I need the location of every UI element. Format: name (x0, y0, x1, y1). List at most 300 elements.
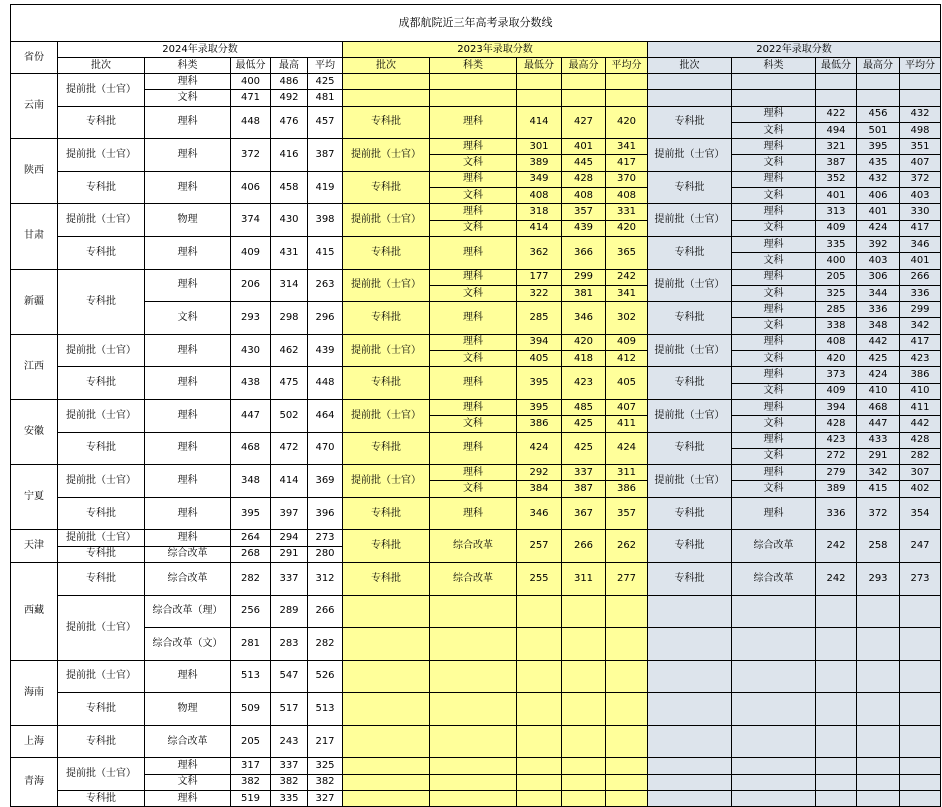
table-cell (343, 693, 430, 726)
table-cell: 理科 (732, 269, 816, 285)
table-cell: 理科 (732, 432, 816, 448)
table-cell: 提前批（士官） (58, 595, 145, 660)
table-cell: 242 (606, 269, 648, 285)
table-cell: 205 (816, 269, 857, 285)
table-cell: 理科 (145, 497, 231, 530)
table-cell (648, 74, 732, 90)
table-cell (816, 90, 857, 106)
table-cell: 专科批 (648, 106, 732, 139)
header-2022-min: 最低分 (816, 58, 857, 74)
table-cell: 481 (308, 90, 343, 106)
table-cell (562, 774, 606, 790)
table-cell: 447 (231, 399, 271, 432)
table-cell: 专科批 (343, 106, 430, 139)
table-cell: 419 (308, 171, 343, 204)
table-cell: 448 (308, 367, 343, 400)
table-cell: 408 (517, 188, 562, 204)
table-cell: 409 (816, 383, 857, 399)
header-2023: 2023年录取分数 (343, 42, 648, 58)
table-cell (648, 725, 732, 758)
table-cell (430, 693, 517, 726)
table-cell: 424 (606, 432, 648, 465)
table-cell: 335 (271, 791, 308, 807)
table-cell (857, 90, 900, 106)
table-cell: 402 (900, 481, 941, 497)
table-cell: 提前批（士官） (58, 74, 145, 107)
table-row (11, 171, 941, 187)
table-row (11, 367, 941, 383)
table-cell: 458 (271, 171, 308, 204)
table-cell: 专科批 (343, 562, 430, 595)
table-cell: 专科批 (343, 530, 430, 563)
table-cell: 专科批 (343, 302, 430, 335)
table-cell: 428 (562, 171, 606, 187)
table-cell: 395 (857, 139, 900, 155)
table-cell: 395 (517, 399, 562, 415)
table-cell (606, 74, 648, 90)
table-cell (606, 595, 648, 628)
table-cell: 398 (308, 204, 343, 237)
table-cell: 文科 (430, 351, 517, 367)
table-cell (900, 660, 941, 693)
table-cell: 386 (900, 367, 941, 383)
table-cell: 422 (816, 106, 857, 122)
table-cell: 372 (900, 171, 941, 187)
table-cell: 403 (900, 188, 941, 204)
table-cell (648, 628, 732, 661)
table-cell: 321 (816, 139, 857, 155)
table-cell: 387 (816, 155, 857, 171)
table-cell: 专科批 (343, 497, 430, 530)
table-cell (430, 74, 517, 90)
table-cell (648, 693, 732, 726)
table-cell: 综合改革 (430, 530, 517, 563)
table-cell: 386 (517, 416, 562, 432)
table-cell (606, 660, 648, 693)
table-cell: 理科 (145, 791, 231, 807)
table-cell: 346 (562, 302, 606, 335)
table-cell: 279 (816, 465, 857, 481)
table-cell: 447 (857, 416, 900, 432)
table-cell: 411 (900, 399, 941, 415)
table-cell: 462 (271, 334, 308, 367)
table-cell (857, 774, 900, 790)
table-cell: 理科 (732, 399, 816, 415)
table-cell: 373 (816, 367, 857, 383)
table-cell: 理科 (732, 497, 816, 530)
table-cell: 258 (857, 530, 900, 563)
province-cell: 安徽 (11, 399, 58, 464)
table-row (11, 432, 941, 448)
province-cell: 云南 (11, 74, 58, 139)
table-cell: 综合改革 (145, 562, 231, 595)
table-cell: 386 (606, 481, 648, 497)
table-cell: 442 (857, 334, 900, 350)
table-cell: 291 (857, 448, 900, 464)
table-cell: 文科 (732, 481, 816, 497)
table-cell (430, 660, 517, 693)
table-cell: 文科 (732, 220, 816, 236)
table-cell: 242 (816, 530, 857, 563)
table-cell: 262 (606, 530, 648, 563)
table-cell: 428 (900, 432, 941, 448)
table-row (11, 530, 941, 546)
table-cell: 理科 (732, 334, 816, 350)
table-row (11, 302, 941, 318)
table-cell: 526 (308, 660, 343, 693)
table-cell: 410 (900, 383, 941, 399)
table-cell (857, 660, 900, 693)
table-cell: 415 (308, 236, 343, 269)
table-cell: 文科 (732, 285, 816, 301)
table-cell: 336 (816, 497, 857, 530)
table-cell (648, 758, 732, 774)
table-cell: 389 (816, 481, 857, 497)
table-cell: 专科批 (343, 171, 430, 204)
table-cell: 提前批（士官） (343, 269, 430, 302)
table-cell (343, 758, 430, 774)
table-cell (732, 774, 816, 790)
table-cell: 268 (231, 546, 271, 562)
header-province: 省份 (11, 42, 58, 74)
table-cell: 401 (816, 188, 857, 204)
table-cell (430, 725, 517, 758)
table-cell: 407 (606, 399, 648, 415)
table-cell: 专科批 (343, 367, 430, 400)
table-cell (343, 595, 430, 628)
table-cell (430, 595, 517, 628)
table-cell: 330 (900, 204, 941, 220)
table-cell: 517 (271, 693, 308, 726)
table-cell: 综合改革（理） (145, 595, 231, 628)
table-cell: 专科批 (58, 791, 145, 807)
table-cell: 382 (308, 774, 343, 790)
table-cell: 410 (857, 383, 900, 399)
table-cell: 322 (517, 285, 562, 301)
table-cell (900, 595, 941, 628)
header-2024-batch: 批次 (58, 58, 145, 74)
table-cell: 336 (857, 302, 900, 318)
table-cell: 395 (517, 367, 562, 400)
table-cell (562, 74, 606, 90)
table-cell: 306 (857, 269, 900, 285)
table-cell: 理科 (145, 367, 231, 400)
table-cell: 408 (562, 188, 606, 204)
table-cell: 475 (271, 367, 308, 400)
column-header-row (11, 58, 941, 74)
table-cell: 498 (900, 122, 941, 138)
table-cell (816, 628, 857, 661)
table-cell (562, 628, 606, 661)
table-cell: 401 (900, 253, 941, 269)
table-cell: 283 (271, 628, 308, 661)
table-cell: 341 (606, 285, 648, 301)
table-cell: 提前批（士官） (58, 334, 145, 367)
table-cell: 311 (562, 562, 606, 595)
table-cell: 432 (900, 106, 941, 122)
table-cell: 专科批 (648, 497, 732, 530)
table-cell: 理科 (145, 758, 231, 774)
table-cell: 文科 (430, 155, 517, 171)
table-cell (857, 74, 900, 90)
table-row (11, 236, 941, 252)
header-2024: 2024年录取分数 (58, 42, 343, 58)
table-cell: 263 (308, 269, 343, 302)
table-cell: 文科 (430, 416, 517, 432)
table-cell: 414 (271, 465, 308, 498)
table-cell: 理科 (430, 302, 517, 335)
table-cell: 311 (606, 465, 648, 481)
table-cell: 519 (231, 791, 271, 807)
table-cell: 382 (271, 774, 308, 790)
table-cell: 专科批 (343, 236, 430, 269)
table-cell (430, 628, 517, 661)
table-cell: 411 (606, 416, 648, 432)
table-cell: 439 (308, 334, 343, 367)
table-cell: 273 (308, 530, 343, 546)
province-cell: 上海 (11, 725, 58, 758)
table-cell: 365 (606, 236, 648, 269)
table-cell (517, 758, 562, 774)
table-cell: 336 (900, 285, 941, 301)
table-cell (816, 595, 857, 628)
table-cell: 理科 (430, 465, 517, 481)
table-cell: 366 (562, 236, 606, 269)
table-cell: 理科 (430, 497, 517, 530)
table-cell: 255 (517, 562, 562, 595)
table-cell: 文科 (732, 122, 816, 138)
table-cell (857, 758, 900, 774)
table-cell: 425 (857, 351, 900, 367)
table-cell: 346 (900, 236, 941, 252)
table-cell: 485 (562, 399, 606, 415)
table-cell: 415 (857, 481, 900, 497)
table-cell: 专科批 (648, 530, 732, 563)
table-cell: 专科批 (58, 171, 145, 204)
table-cell (562, 595, 606, 628)
table-cell: 提前批（士官） (58, 204, 145, 237)
province-cell: 陕西 (11, 139, 58, 204)
header-2022-avg: 平均分 (900, 58, 941, 74)
table-cell: 342 (857, 465, 900, 481)
table-cell (343, 774, 430, 790)
table-cell: 438 (231, 367, 271, 400)
table-cell: 专科批 (648, 432, 732, 465)
table-cell: 335 (816, 236, 857, 252)
table-cell: 理科 (430, 139, 517, 155)
table-cell (900, 90, 941, 106)
table-cell: 337 (271, 562, 308, 595)
table-cell: 293 (857, 562, 900, 595)
table-cell: 理科 (732, 139, 816, 155)
table-cell (343, 74, 430, 90)
table-row (11, 562, 941, 578)
header-2023-min: 最低分 (517, 58, 562, 74)
table-cell: 文科 (430, 220, 517, 236)
table-cell: 414 (517, 220, 562, 236)
table-cell (816, 693, 857, 726)
table-cell: 理科 (732, 171, 816, 187)
table-cell: 266 (900, 269, 941, 285)
table-cell: 406 (857, 188, 900, 204)
table-cell: 299 (900, 302, 941, 318)
table-cell (517, 725, 562, 758)
table-row (11, 269, 941, 285)
table-row (11, 791, 941, 807)
table-cell (732, 660, 816, 693)
table-cell (606, 693, 648, 726)
table-cell (816, 791, 857, 807)
table-cell (900, 693, 941, 726)
table-cell (517, 693, 562, 726)
table-cell: 专科批 (58, 725, 145, 758)
table-cell: 384 (517, 481, 562, 497)
table-cell (606, 774, 648, 790)
table-cell: 418 (562, 351, 606, 367)
table-cell (562, 660, 606, 693)
table-cell (343, 660, 430, 693)
table-cell: 文科 (732, 188, 816, 204)
table-cell: 293 (231, 302, 271, 335)
table-cell: 547 (271, 660, 308, 693)
table-cell (816, 725, 857, 758)
table-cell: 文科 (430, 188, 517, 204)
table-cell: 374 (231, 204, 271, 237)
table-cell (857, 791, 900, 807)
table-cell: 291 (271, 546, 308, 562)
table-cell (343, 725, 430, 758)
header-2022-batch: 批次 (648, 58, 732, 74)
table-cell: 综合改革 (732, 562, 816, 595)
table-cell: 298 (271, 302, 308, 335)
table-cell: 专科批 (58, 693, 145, 726)
table-cell: 417 (900, 334, 941, 350)
table-cell (648, 595, 732, 628)
table-cell: 289 (271, 595, 308, 628)
table-cell: 381 (562, 285, 606, 301)
table-cell (562, 693, 606, 726)
table-cell: 301 (517, 139, 562, 155)
table-row (11, 399, 941, 415)
table-cell: 338 (816, 318, 857, 334)
header-2024-min: 最低分 (231, 58, 271, 74)
table-cell: 提前批（士官） (648, 399, 732, 432)
table-row (11, 660, 941, 676)
table-cell: 理科 (145, 171, 231, 204)
table-cell: 387 (562, 481, 606, 497)
province-cell: 青海 (11, 758, 58, 807)
table-cell: 403 (857, 253, 900, 269)
table-cell: 424 (857, 220, 900, 236)
table-cell: 430 (231, 334, 271, 367)
table-cell: 313 (816, 204, 857, 220)
table-cell: 349 (517, 171, 562, 187)
table-cell: 专科批 (648, 302, 732, 335)
table-cell: 307 (900, 465, 941, 481)
table-row (11, 497, 941, 513)
table-cell (517, 791, 562, 807)
table-cell: 理科 (430, 367, 517, 400)
table-cell: 文科 (145, 90, 231, 106)
table-cell: 256 (231, 595, 271, 628)
table-row (11, 204, 941, 220)
header-2022-max: 最高分 (857, 58, 900, 74)
table-cell (606, 758, 648, 774)
table-cell: 423 (816, 432, 857, 448)
table-cell: 430 (271, 204, 308, 237)
table-cell (430, 90, 517, 106)
table-cell: 425 (308, 74, 343, 90)
table-cell: 282 (308, 628, 343, 661)
table-cell (732, 791, 816, 807)
table-cell (732, 628, 816, 661)
table-cell: 357 (562, 204, 606, 220)
table-cell: 420 (606, 220, 648, 236)
table-cell: 325 (816, 285, 857, 301)
table-cell: 提前批（士官） (58, 530, 145, 546)
table-cell: 专科批 (648, 367, 732, 400)
table-cell (343, 628, 430, 661)
table-cell: 文科 (732, 383, 816, 399)
table-cell: 文科 (732, 253, 816, 269)
table-cell: 341 (606, 139, 648, 155)
table-cell (857, 628, 900, 661)
table-cell: 247 (900, 530, 941, 563)
table-cell: 272 (816, 448, 857, 464)
table-cell: 文科 (732, 318, 816, 334)
table-cell: 理科 (145, 399, 231, 432)
table-cell: 专科批 (58, 497, 145, 530)
province-cell: 甘肃 (11, 204, 58, 269)
header-2024-avg: 平均 (308, 58, 343, 74)
table-cell: 357 (606, 497, 648, 530)
table-cell: 420 (606, 106, 648, 139)
table-cell: 464 (308, 399, 343, 432)
table-cell: 提前批（士官） (58, 399, 145, 432)
table-cell (343, 791, 430, 807)
table-cell: 文科 (732, 416, 816, 432)
table-cell: 266 (308, 595, 343, 628)
province-cell: 新疆 (11, 269, 58, 334)
table-cell (648, 791, 732, 807)
table-cell (606, 628, 648, 661)
table-cell: 理科 (145, 530, 231, 546)
table-cell: 372 (857, 497, 900, 530)
table-cell: 342 (900, 318, 941, 334)
table-cell: 439 (562, 220, 606, 236)
table-cell: 综合改革 (430, 562, 517, 595)
table-cell: 理科 (732, 367, 816, 383)
table-cell: 提前批（士官） (343, 334, 430, 367)
table-cell: 综合改革 (732, 530, 816, 563)
table-cell: 提前批（士官） (648, 465, 732, 498)
table-cell: 专科批 (58, 432, 145, 465)
table-cell: 专科批 (58, 106, 145, 139)
province-cell: 江西 (11, 334, 58, 399)
table-cell: 389 (517, 155, 562, 171)
table-cell: 物理 (145, 693, 231, 726)
table-cell: 352 (816, 171, 857, 187)
table-row (11, 628, 941, 644)
table-cell: 362 (517, 236, 562, 269)
table-cell: 专科批 (58, 562, 145, 595)
table-cell: 提前批（士官） (343, 139, 430, 172)
table-cell: 394 (816, 399, 857, 415)
table-cell: 理科 (430, 106, 517, 139)
table-cell: 513 (231, 660, 271, 693)
table-cell: 综合改革 (145, 725, 231, 758)
table-cell: 理科 (145, 139, 231, 172)
